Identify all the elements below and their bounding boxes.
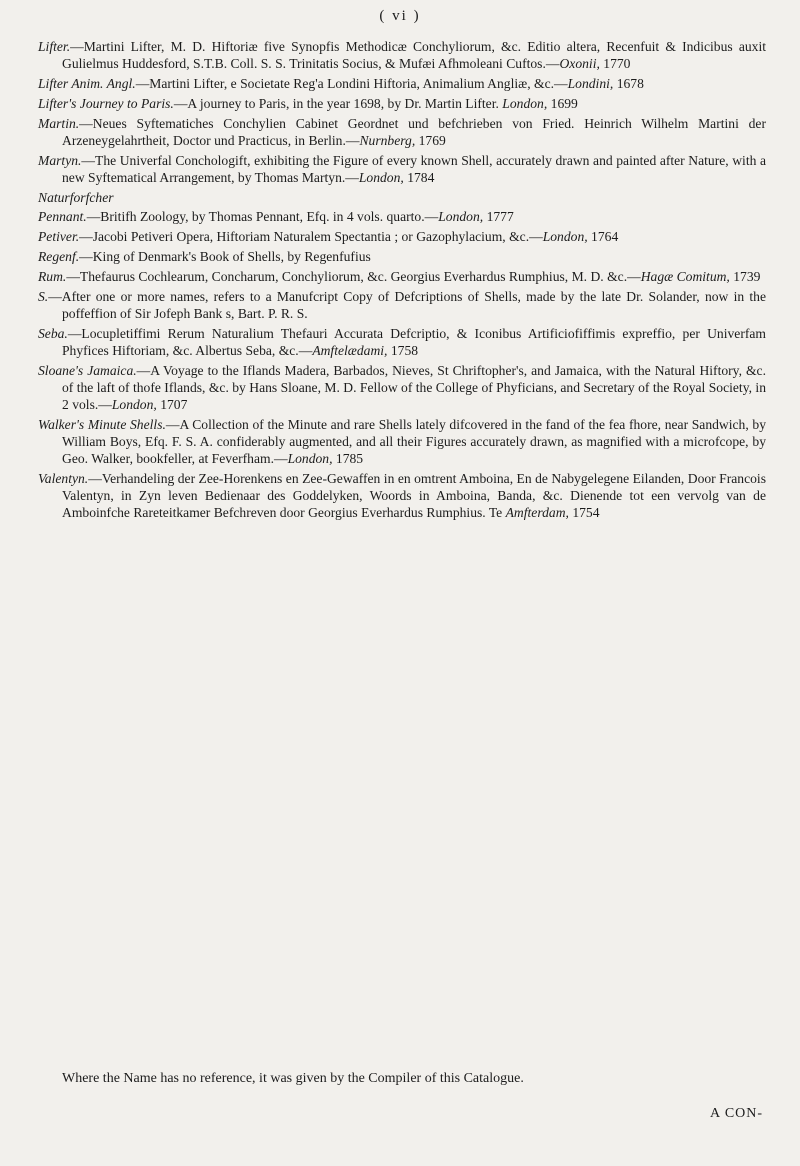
entry-place: Londini, <box>567 76 614 91</box>
bibliography-entry <box>38 362 766 414</box>
bibliography-entry <box>38 75 766 92</box>
entry-text: —Martini Lifter, e Societate Reg'a Londini Hiftoria, Animalium Angliæ, &c.— <box>135 76 568 91</box>
bibliography-entry <box>38 325 766 359</box>
bibliography-entry <box>38 248 766 265</box>
entry-heading: Regenf. <box>38 248 80 264</box>
entry-year: 1784 <box>403 169 435 185</box>
bibliography-list <box>38 38 766 524</box>
entry-text: —Britifh Zoology, by Thomas Pennant, Efq. in 4 vols. quarto.— <box>86 209 439 225</box>
entry-heading: Lifter Anim. Angl. <box>38 76 136 91</box>
entry-year: 1777 <box>483 209 514 225</box>
entry-year: 1707 <box>156 396 188 412</box>
entry-year: 1754 <box>568 505 600 521</box>
entry-text: —Verhandeling der Zee-Horenkens en Zee-Gewaffen in en omtrent Amboina, En de Nabygelegene Eilanden, Door Francois Valentyn, in Zyn leven Bedienaar des Goddelyken, Woords in Amboina, Banda, &c. Dienende tot een vervolg van de Amboinfche Rareteitkamer Befchreven door Georgius Everhardus Rumphius. Te <box>62 470 766 521</box>
entry-heading: Walker's Minute Shells. <box>38 416 166 432</box>
bibliography-entry <box>38 208 766 225</box>
entry-year: 1699 <box>547 95 578 111</box>
entry-text: —A Voyage to the Iflands Madera, Barbados, Nieves, St Chriftopher's, and Jamaica, with the Natural Hiftory, &c. of the laft of thofe Iflands, &c. by Hans Sloane, M. D. Fellow of the College of Phyficians, and Secretary of the Royal Society, in 2 vols.— <box>62 362 766 412</box>
entry-heading: Martin. <box>38 115 80 131</box>
entry-place: London, <box>438 209 484 225</box>
footnote: Where the Name has no reference, it was given by the Compiler of this Catalogue. <box>62 1071 524 1086</box>
entry-place: Nurnberg, <box>359 132 416 148</box>
entry-text: —Martini Lifter, M. D. Hiftoriæ five Synopfis Methodicæ Conchyliorum, &c. Editio altera, Recenfuit & Indicibus auxit Gulielmus Huddesford, S.T.B. Coll. S. S. Trinitatis Socius, & Mufæi Afhmoleani Cuftos.— <box>62 39 766 72</box>
entry-place: Hagæ Comitum, <box>640 268 730 284</box>
entry-text: —Neues Syftematiches Conchylien Cabinet Geordnet und befchrieben von Fried. Heinrich Wilhelm Martini der Arzeneygelahrtheit, Doctor und Practicus, in Berlin.— <box>62 115 766 148</box>
entry-place: London, <box>542 229 588 245</box>
entry-place: London, <box>358 169 404 185</box>
entry-heading: Petiver. <box>38 229 80 245</box>
entry-heading: Naturforfcher <box>38 189 114 205</box>
entry-heading: S. <box>38 288 49 304</box>
bibliography-entry <box>38 152 766 186</box>
entry-year: 1769 <box>415 132 446 148</box>
bibliography-entry <box>38 268 766 285</box>
entry-heading: Rum. <box>38 268 67 284</box>
bibliography-entry <box>38 95 766 112</box>
bibliography-entry <box>38 228 766 245</box>
entry-heading: Sloane's Jamaica. <box>38 362 137 378</box>
bibliography-entry <box>38 115 766 149</box>
entry-text: —A Collection of the Minute and rare Shells lately difcovered in the fand of the fea fhore, near Sandwich, by William Boys, Efq. F. S. A. confiderably augmented, and all their Figures accurately drawn, as magnified with a microfcope, by Geo. Walker, bookfeller, at Feverfham.— <box>62 416 767 467</box>
entry-year: 1739 <box>729 268 761 284</box>
entry-place: Amftelædami, <box>312 342 388 358</box>
entry-place: London, <box>287 451 333 467</box>
entry-year: 1785 <box>332 451 364 467</box>
entry-heading: Martyn. <box>38 152 82 168</box>
entry-place: London, <box>502 95 548 111</box>
entry-heading: Seba. <box>38 325 68 341</box>
entry-heading: Lifter. <box>38 39 71 54</box>
bibliography-entry <box>38 38 766 72</box>
entry-year: 1758 <box>387 342 419 358</box>
entry-heading: Valentyn. <box>38 470 89 486</box>
catchword: A CON- <box>710 1106 764 1121</box>
entry-year: 1764 <box>587 229 619 245</box>
entry-text: —A journey to Paris, in the year 1698, by Dr. Martin Lifter. <box>173 95 503 111</box>
entry-text: —King of Denmark's Book of Shells, by Regenfufius <box>79 248 371 264</box>
entry-place: London, <box>111 396 157 412</box>
bibliography-entry <box>38 189 766 206</box>
entry-place: Oxonii, <box>559 56 600 72</box>
entry-text: —Locupletiffimi Rerum Naturalium Thefauri Accurata Defcriptio, & Iconibus Artificiofiffimis expreffio, per Univerfam Phyfices Hiftoriam, &c. Albertus Seba, &c.— <box>62 325 766 358</box>
entry-heading: Lifter's Journey to Paris. <box>38 95 174 111</box>
entry-text: —After one or more names, refers to a Manufcript Copy of Defcriptions of Shells, made by the late Dr. Solander, now in the poffeffion of Sir Jofeph Bank s, Bart. P. R. S. <box>48 288 766 321</box>
bibliography-entry <box>38 470 766 522</box>
bibliography-entry <box>38 288 766 322</box>
entry-text: —Thefaurus Cochlearum, Concharum, Conchyliorum, &c. Georgius Everhardus Rumphius, M. D. &c.— <box>66 268 641 284</box>
entry-place: Amfterdam, <box>505 505 569 521</box>
entry-year: 1678 <box>613 76 644 91</box>
page-number: ( vi ) <box>379 8 421 24</box>
bibliography-entry <box>38 416 766 468</box>
entry-heading: Pennant. <box>38 209 87 225</box>
entry-year: 1770 <box>599 56 631 72</box>
entry-text: —Jacobi Petiveri Opera, Hiftoriam Naturalem Spectantia ; or Gazophylacium, &c.— <box>79 229 543 245</box>
entry-text: —The Univerfal Conchologift, exhibiting the Figure of every known Shell, accurately drawn and painted after Nature, with a new Syftematical Arrangement, by Thomas Martyn.— <box>62 152 766 185</box>
